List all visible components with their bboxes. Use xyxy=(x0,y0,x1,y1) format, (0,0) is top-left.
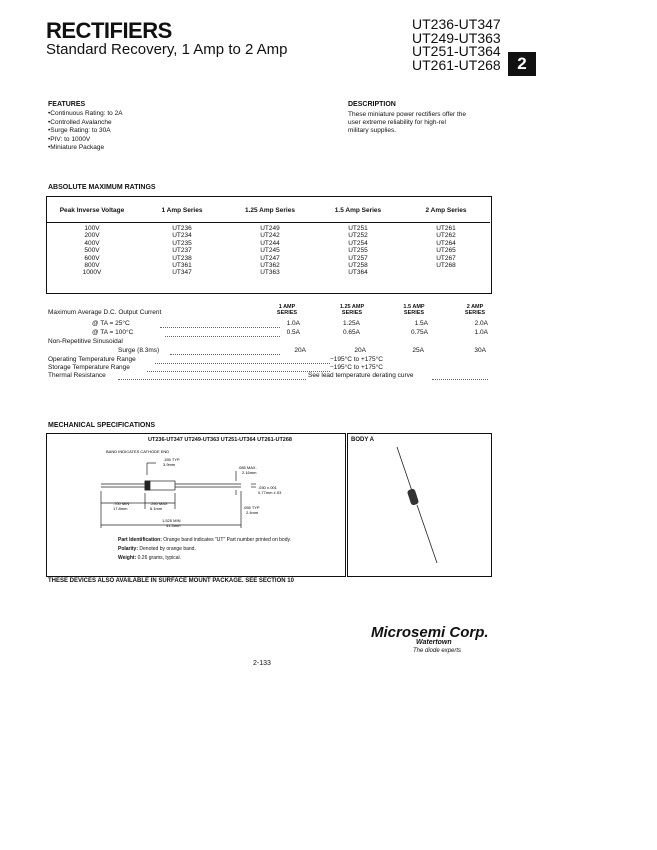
table-cell: 500V xyxy=(84,247,100,255)
surge-value: 30A xyxy=(474,347,486,354)
dim-label: 2.4mm xyxy=(246,510,259,515)
storage-temp-label: Storage Temperature Range xyxy=(48,364,130,371)
t100-value: 0.75A xyxy=(411,329,428,336)
table-cell: UT257 xyxy=(348,254,368,262)
note-label: Weight: xyxy=(118,555,137,561)
column-header: 1.5 Amp Series xyxy=(314,198,402,223)
feature-item: • Controlled Avalanche xyxy=(48,119,123,128)
t100-value: 1.0A xyxy=(474,329,488,336)
surge-value: 20A xyxy=(294,347,306,354)
company-location: Watertown xyxy=(416,639,452,646)
table-cell: UT235 xyxy=(172,239,192,247)
table-cell: UT244 xyxy=(260,239,280,247)
table-column xyxy=(314,223,402,277)
table-cell: UT361 xyxy=(172,262,192,270)
table-cell: UT267 xyxy=(436,254,456,262)
abs-max-table xyxy=(46,198,490,277)
description-line: military supplies. xyxy=(348,127,397,134)
note-item xyxy=(118,546,318,552)
series-header: 1.25 AMP SERIES xyxy=(339,304,365,316)
table-column xyxy=(402,223,490,277)
t25-value: 2.0A xyxy=(474,320,488,327)
dim-band-label: BAND INDICATES CATHODE END xyxy=(106,449,170,454)
dim-label: 0.77mm ±.03 xyxy=(258,490,282,495)
table-cell: UT261 xyxy=(436,225,456,232)
dim-label: .240 MAX xyxy=(150,501,168,506)
t100-label: @ TA = 100°C xyxy=(92,329,134,336)
table-column xyxy=(226,223,314,277)
description-line: These miniature power rectifiers offer the xyxy=(348,111,467,118)
dim-label: 1.525 MIN xyxy=(162,518,181,523)
table-cell: UT254 xyxy=(348,239,368,247)
body-a-diode-picture xyxy=(347,433,490,575)
note-text: 0.26 grams, typical. xyxy=(137,555,181,561)
dim-label: 41.3mm xyxy=(166,523,181,528)
table-cell: UT237 xyxy=(172,247,192,255)
part-range: UT249-UT363 xyxy=(412,29,501,46)
description-line: user extreme reliability for high-rel xyxy=(348,119,446,126)
part-range: UT251-UT364 xyxy=(412,43,501,59)
max-avg-current-label: Maximum Average D.C. Output Current xyxy=(48,309,162,316)
dim-label: .700 MIN xyxy=(113,501,130,506)
series-header: 2 AMP SERIES xyxy=(464,304,486,316)
dim-label: 17.8mm xyxy=(113,506,128,511)
table-cell: UT268 xyxy=(436,262,456,270)
t25-value: 1.5A xyxy=(414,320,428,327)
surface-mount-note: THESE DEVICES ALSO AVAILABLE IN SURFACE MOUNT PACKAGE. SEE SECTION 10 xyxy=(48,578,294,584)
section-tab: 2 xyxy=(508,52,536,76)
table-cell: UT363 xyxy=(260,269,280,277)
page-number: 2-133 xyxy=(253,660,271,667)
table-cell: UT245 xyxy=(260,247,280,255)
note-text: Denoted by orange band. xyxy=(139,546,196,552)
surge-label: Surge (8.3ms) xyxy=(118,347,160,354)
surge-value: 25A xyxy=(412,347,424,354)
dim-label: .030 ±.001 xyxy=(258,485,277,490)
company-logo: Microsemi Corp. xyxy=(371,624,489,641)
feature-item: • Miniature Package xyxy=(48,144,123,153)
page-title: RECTIFIERS xyxy=(46,18,172,43)
description-text xyxy=(348,111,466,135)
abs-max-heading: ABSOLUTE MAXIMUM RATINGS xyxy=(48,184,156,191)
t100-value: 0.65A xyxy=(343,329,360,336)
column-header: 1 Amp Series xyxy=(138,198,226,223)
table-cell: UT262 xyxy=(436,232,456,240)
dim-label: .155 TYP. xyxy=(163,457,181,462)
op-temp-value: −195°C to +175°C xyxy=(330,356,383,363)
t100-value: 0.5A xyxy=(286,329,300,336)
t25-value: 1.0A xyxy=(286,320,300,327)
company-tagline: The diode experts xyxy=(413,648,462,654)
body-a-label: BODY A xyxy=(351,437,375,443)
feature-item: • PIV: to 1000V xyxy=(48,136,123,145)
table-header-row xyxy=(46,198,490,223)
thermal-resistance-label: Thermal Resistance xyxy=(48,372,106,379)
table-cell: UT236 xyxy=(172,225,192,232)
note-text: Orange band indicates "UT" Part number printed on body. xyxy=(163,537,291,543)
table-cell: 400V xyxy=(84,239,100,247)
table-cell: UT255 xyxy=(348,247,368,255)
table-cell: 200V xyxy=(84,232,100,240)
table-cell: 600V xyxy=(84,254,100,262)
thermal-resistance-value: See lead temperature derating curve xyxy=(308,372,414,379)
storage-temp-value: −195°C to +175°C xyxy=(330,364,383,371)
table-row xyxy=(46,223,490,277)
part-number-list xyxy=(412,18,501,72)
table-cell: UT258 xyxy=(348,262,368,270)
table-cell: UT364 xyxy=(348,269,368,277)
mechanical-box-title: UT236-UT347 UT249-UT363 UT251-UT364 UT261-UT268 xyxy=(148,437,292,443)
series-header: 1 AMP SERIES xyxy=(276,304,298,316)
column-header: Peak Inverse Voltage xyxy=(46,198,138,223)
note-item xyxy=(118,537,318,543)
t25-label: @ TA = 25°C xyxy=(92,320,130,327)
table-cell: UT362 xyxy=(260,262,280,270)
features-list xyxy=(48,110,123,153)
t25-value: 1.25A xyxy=(343,320,360,327)
table-cell: UT347 xyxy=(172,269,192,277)
mechanical-heading: MECHANICAL SPECIFICATIONS xyxy=(48,422,156,429)
surge-title: Non-Repetitive Sinusoidal xyxy=(48,338,123,345)
table-cell: UT252 xyxy=(348,232,368,240)
description-heading: DESCRIPTION xyxy=(348,101,396,108)
dim-label: .055 TYP xyxy=(243,505,260,510)
table-cell: UT247 xyxy=(260,254,280,262)
table-cell: UT265 xyxy=(436,247,456,255)
dim-label: 6.1mm xyxy=(150,506,163,511)
note-item xyxy=(118,555,318,561)
column-header: 2 Amp Series xyxy=(402,198,490,223)
table-cell: UT238 xyxy=(172,254,192,262)
surge-value: 20A xyxy=(354,347,366,354)
table-cell: 800V xyxy=(84,262,100,270)
table-column xyxy=(46,223,138,277)
table-cell: UT234 xyxy=(172,232,192,240)
table-cell: UT249 xyxy=(260,225,280,232)
table-cell: UT251 xyxy=(348,225,368,232)
features-heading: FEATURES xyxy=(48,101,86,108)
feature-item: • Continuous Rating: to 2A xyxy=(48,110,123,119)
mechanical-notes xyxy=(118,537,318,561)
dim-label: 3.9mm xyxy=(163,462,176,467)
table-cell: 1000V xyxy=(82,269,102,277)
table-cell: UT264 xyxy=(436,239,456,247)
part-range: UT261-UT268 xyxy=(412,56,501,73)
dim-label: .085 MAX. xyxy=(238,465,257,470)
note-label: Part Identification: xyxy=(118,537,162,543)
table-cell: 100V xyxy=(84,225,100,232)
column-header: 1.25 Amp Series xyxy=(226,198,314,223)
dim-label: 2.16mm xyxy=(242,470,257,475)
table-cell: UT242 xyxy=(260,232,280,240)
note-label: Polarity: xyxy=(118,546,139,552)
series-header: 1.5 AMP SERIES xyxy=(403,304,425,316)
op-temp-label: Operating Temperature Range xyxy=(48,356,136,363)
feature-item: • Surge Rating: to 30A xyxy=(48,127,123,136)
part-range: UT236-UT347 xyxy=(412,16,501,32)
page-subtitle: Standard Recovery, 1 Amp to 2 Amp xyxy=(46,41,288,58)
table-column xyxy=(138,223,226,277)
